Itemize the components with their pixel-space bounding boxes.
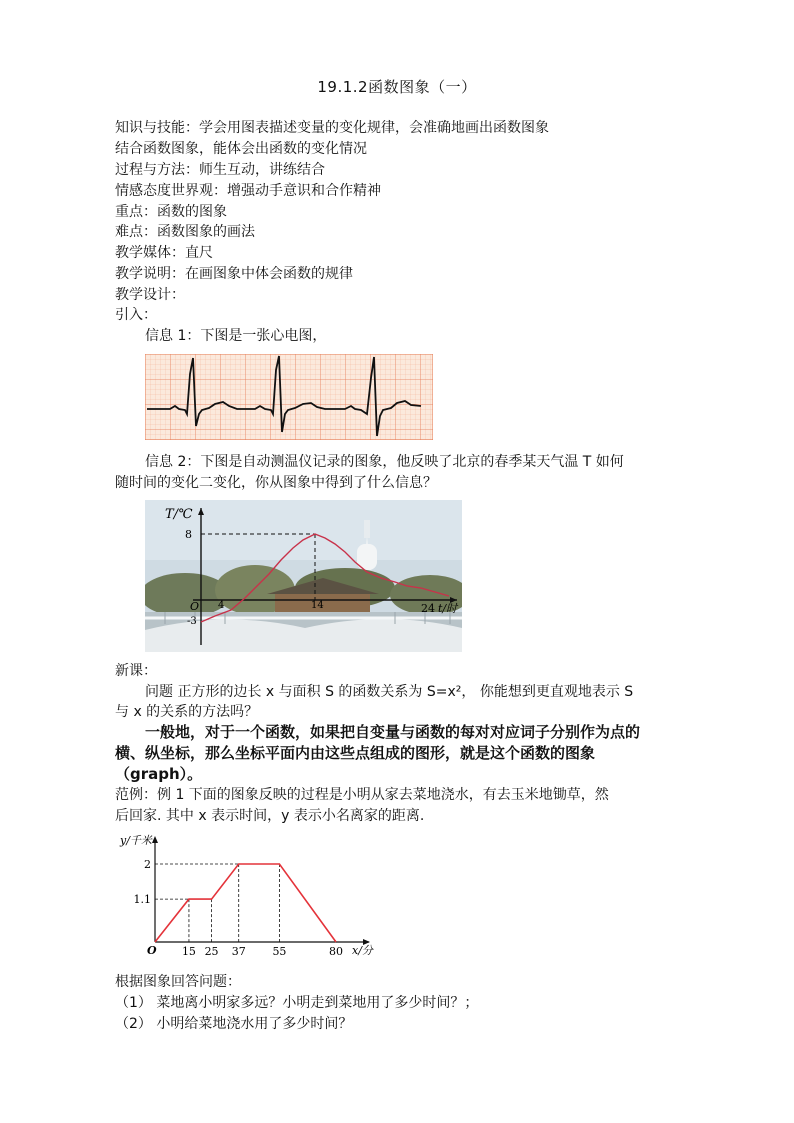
media-line: 教学媒体：直尺 [115, 245, 213, 261]
temp-ytick-8: 8 [185, 528, 192, 541]
page-title: 19.1.2函数图象（一） [317, 78, 477, 96]
example-line1: 范例：例 1 下面的图象反映的过程是小明从家去菜地浇水，有去玉米地锄草，然 [115, 787, 609, 803]
x-tick-label: 15 [181, 945, 196, 958]
origin-label: O [147, 944, 157, 957]
intro-heading: 引入： [115, 307, 157, 323]
new-lesson-heading: 新课： [115, 663, 157, 679]
y-tick-label: 1.1 [133, 893, 151, 907]
info2-line2: 随时间的变化二变化，你从图象中得到了什么信息？ [115, 475, 437, 491]
objective-line: 过程与方法：师生互动，讲练结合 [115, 162, 325, 178]
design-heading: 教学设计： [115, 287, 185, 303]
info2-line1: 信息 2：下图是自动测温仪记录的图象，他反映了北京的春季某天气温 T 如何 [145, 454, 624, 470]
answer-intro: 根据图象回答问题： [115, 974, 241, 990]
y-axis-arrow [152, 836, 158, 843]
y-axis-label: y/千米 [120, 834, 152, 847]
x-tick-label: 25 [204, 945, 219, 958]
x-tick-label: 55 [272, 945, 287, 958]
objective-line: 情感态度世界观：增强动手意识和合作精神 [115, 183, 381, 199]
temp-ylabel: T/℃ [165, 507, 193, 522]
objective-line: 结合函数图象，能体会出函数的变化情况 [115, 141, 367, 157]
series-line [155, 864, 336, 942]
temp-neg-label: -3 [187, 616, 197, 627]
definition-line3: （graph）。 [115, 765, 203, 783]
x-axis-label: x/分 [352, 944, 373, 957]
temperature-chart [145, 500, 462, 652]
temp-xtick-24: 24 [421, 602, 435, 615]
question-2: （2） 小明给菜地浇水用了多少时间？ [115, 1016, 353, 1032]
info1-text: 信息 1：下图是一张心电图， [145, 328, 327, 344]
temp-origin: O [190, 600, 200, 613]
temp-xtick-14: 14 [311, 600, 324, 611]
objective-line: 知识与技能：学会用图表描述变量的变化规律，会准确地画出函数图象 [115, 120, 549, 136]
temp-xtick-4: 4 [218, 600, 225, 611]
temp-xlabel: t/时 [438, 602, 458, 615]
example-line2: 后回家. 其中 x 表示时间，y 表示小名离家的距离. [115, 808, 425, 824]
difficulty-line: 难点：函数图象的画法 [115, 224, 255, 240]
ecg-figure [145, 354, 433, 440]
question-line1: 问题 正方形的边长 x 与面积 S 的函数关系为 S=x²， 你能想到更直观地表示 S [145, 684, 634, 700]
x-tick-label: 80 [329, 945, 343, 958]
y-tick-label: 2 [144, 858, 151, 871]
definition-line1: 一般地，对于一个函数，如果把自变量与函数的每对对应词子分别作为点的 [145, 723, 641, 741]
question-line2: 与 x 的关系的方法吗？ [115, 704, 259, 720]
x-tick-label: 37 [231, 945, 246, 958]
question-1: （1） 菜地离小明家多远？小明走到菜地用了多少时间？； [115, 995, 479, 1011]
explanation-line: 教学说明：在画图象中体会函数的规律 [115, 266, 353, 282]
definition-line2: 横、纵坐标，那么坐标平面内由这些点组成的图形，就是这个函数的图象 [115, 744, 596, 762]
distance-time-chart [114, 830, 384, 958]
key-point-line: 重点：函数的图象 [115, 204, 227, 220]
